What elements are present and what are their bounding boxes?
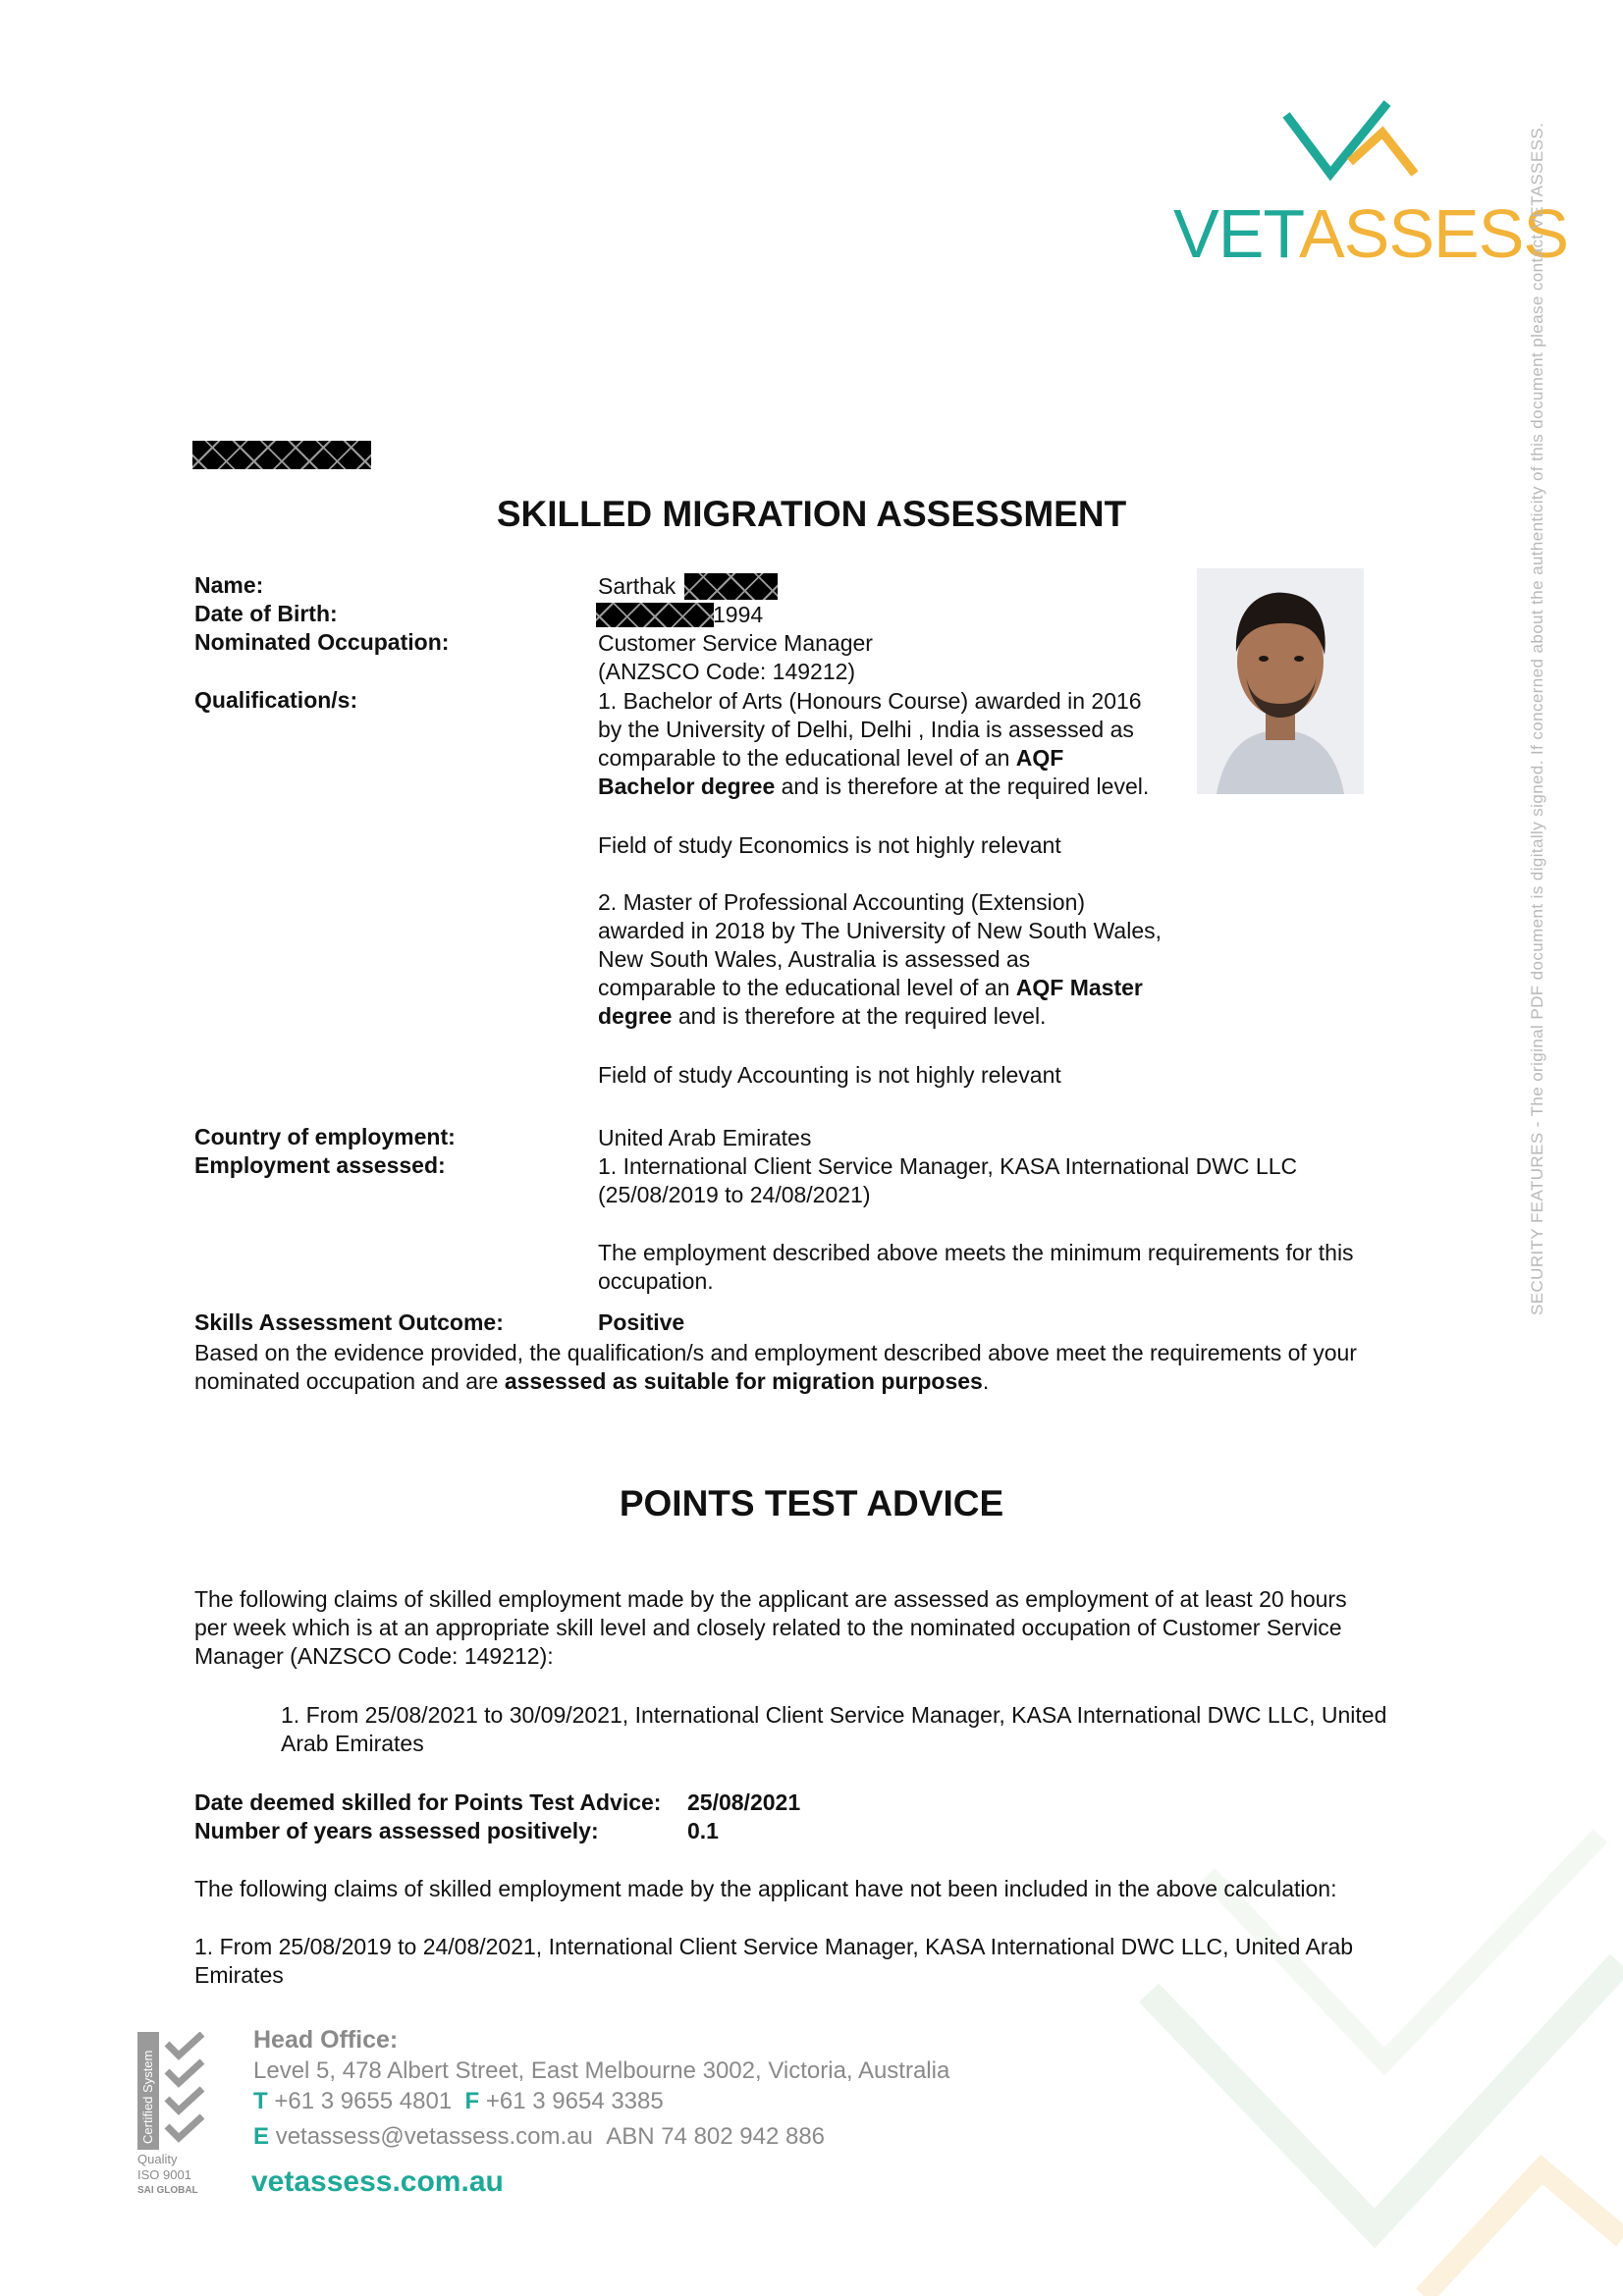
- qualification-2-field-of-study: Field of study Accounting is not highly relevant: [598, 1062, 1061, 1088]
- assessment-title: SKILLED MIGRATION ASSESSMENT: [496, 494, 1127, 534]
- excluded-intro: The following claims of skilled employment made by the applicant have not been included in the above calculation:: [194, 1876, 1337, 1901]
- dob-label: Date of Birth:: [194, 601, 338, 626]
- vetassess-logo: [1173, 93, 1569, 280]
- employment-value: 1. International Client Service Manager, KASA International DWC LLC (25/08/2019 to 24/08/2021): [598, 1153, 1298, 1207]
- excluded-claim-1: 1. From 25/08/2019 to 24/08/2021, International Client Service Manager, KASA International DWC LLC, United Arab Emirates: [194, 1934, 1354, 1988]
- vetassess-logo-mark-icon: [1173, 93, 1546, 201]
- name-value: Sarthak: [598, 573, 676, 599]
- certified-system-text: Certified System: [140, 2050, 155, 2144]
- qualifications-label: Qualification/s:: [194, 687, 358, 713]
- country-label: Country of employment:: [194, 1124, 456, 1149]
- date-deemed-value: 25/08/2021: [687, 1789, 801, 1815]
- employment-note: The employment described above meets the minimum requirements for this occupation.: [598, 1240, 1354, 1294]
- iso-certification-badge: [137, 2032, 216, 2199]
- person-photo-icon: [1197, 568, 1364, 794]
- cert-quality: Quality: [137, 2152, 178, 2166]
- points-claim-1: 1. From 25/08/2021 to 30/09/2021, International Client Service Manager, KASA International DWC LLC, United Arab Emirates: [281, 1702, 1387, 1756]
- employment-label: Employment assessed:: [194, 1152, 446, 1178]
- security-watermark: SECURITY FEATURES - The original PDF document is digitally signed. If concerned about the authenticity of this document please contact VETASSESS.: [1528, 122, 1546, 1315]
- qualification-2: 2. Master of Professional Accounting (Extension) awarded in 2018 by The University of New South Wales, New South Wales, Australia is assessed as comparable to the educational level of an AQF Master degree and is therefore at the required level.: [598, 889, 1163, 1029]
- redacted-surname: [684, 573, 778, 600]
- occupation-value: Customer Service Manager: [598, 630, 873, 656]
- occupation-code: (ANZSCO Code: 149212): [598, 659, 856, 684]
- outcome-label: Skills Assessment Outcome:: [194, 1309, 504, 1335]
- phone-fax-line: T +61 3 9655 4801 F +61 3 9654 3385: [253, 2088, 664, 2114]
- date-deemed-label: Date deemed skilled for Points Test Advice:: [194, 1789, 662, 1815]
- checkmarks-icon: [163, 2032, 208, 2150]
- email-link[interactable]: vetassess@vetassess.com.au: [275, 2123, 593, 2150]
- website-link[interactable]: vetassess.com.au: [251, 2165, 504, 2198]
- vetassess-logo-text: VETASSESS: [1173, 195, 1569, 272]
- years-label: Number of years assessed positively:: [194, 1818, 599, 1843]
- head-office-address: Level 5, 478 Albert Street, East Melbourne 3002, Victoria, Australia: [253, 2057, 950, 2084]
- email-abn-line: E vetassess@vetassess.com.au ABN 74 802 942 886: [253, 2123, 826, 2150]
- outcome-value: Positive: [598, 1309, 685, 1335]
- applicant-photo: [1197, 568, 1364, 794]
- head-office-label: Head Office:: [253, 2026, 399, 2054]
- name-label: Name:: [194, 572, 264, 598]
- points-title: POINTS TEST ADVICE: [619, 1483, 1004, 1523]
- occupation-label: Nominated Occupation:: [194, 629, 450, 655]
- country-value: United Arab Emirates: [598, 1125, 812, 1150]
- qualification-1: 1. Bachelor of Arts (Honours Course) awarded in 2016 by the University of Delhi, Delhi , India is assessed as comparable to the educational level of an AQF Bachelor degree and is therefore at the required level.: [598, 688, 1150, 799]
- dob-value: 1994: [713, 602, 764, 627]
- outcome-statement: Based on the evidence provided, the qualification/s and employment described above meet the requirements of your nominated occupation and are assessed as suitable for migration purposes.: [194, 1340, 1357, 1394]
- years-value: 0.1: [687, 1818, 719, 1843]
- redacted-dob: [596, 603, 714, 627]
- cert-iso: ISO 9001: [137, 2167, 191, 2182]
- redacted-reference: [192, 441, 371, 469]
- points-intro: The following claims of skilled employment made by the applicant are assessed as employment of at least 20 hours per week which is at an appropriate skill level and closely related to the nominated occupation of Customer Service Manager (ANZSCO Code: 149212):: [194, 1586, 1347, 1669]
- cert-sai: SAI GLOBAL: [137, 2185, 198, 2196]
- qualification-1-field-of-study: Field of study Economics is not highly relevant: [598, 832, 1061, 858]
